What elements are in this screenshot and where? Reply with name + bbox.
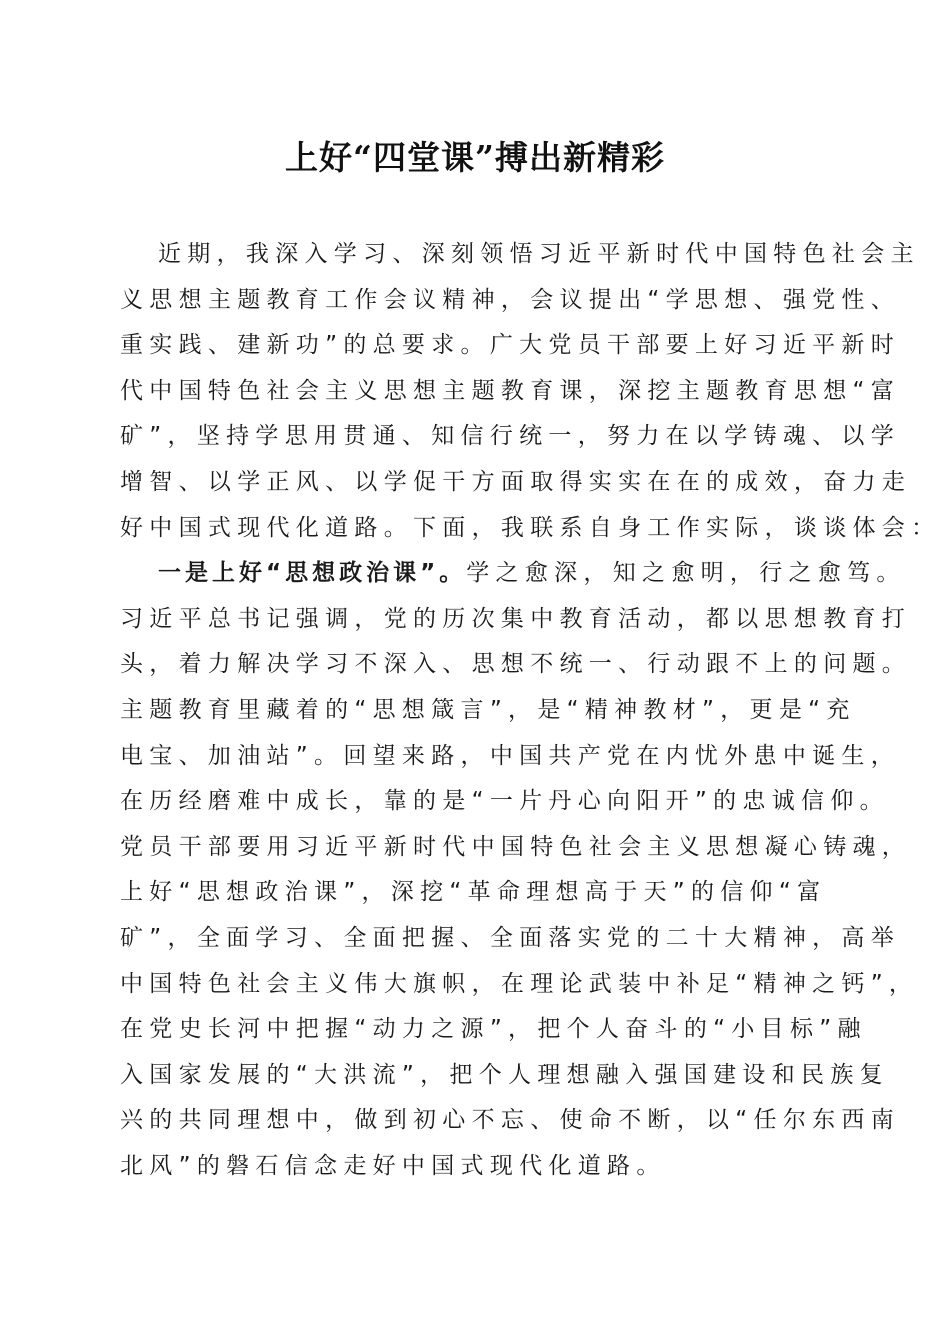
text-line: 在历经磨难中成长，靠的是“一片丹心向阳开”的忠诚信仰。 <box>120 788 889 815</box>
text-line: 主题教育里藏着的“思想箴言”，是“精神教材”，更是“充 <box>120 696 856 723</box>
text-line: 头，着力解决学习不深入、思想不统一、行动跟不上的问题。 <box>120 651 912 678</box>
text-line: 上好“思想政治课”，深挖“革命理想高于天”的信仰“富 <box>120 879 827 906</box>
text-line: 入国家发展的“大洪流”，把个人理想融入强国建设和民族复 <box>120 1061 889 1088</box>
text-line: 义思想主题教育工作会议精神，会议提出“学思想、强党性、 <box>120 286 901 313</box>
text-line <box>120 555 906 601</box>
text-line: 兴的共同理想中，做到初心不忘、使命不断，以“任尔东西南 <box>120 1107 901 1134</box>
text-line: 党员干部要用习近平新时代中国特色社会主义思想凝心铸魂， <box>120 833 912 860</box>
text-line: 近期，我深入学习、深刻领悟习近平新时代中国特色社会主 <box>158 241 920 267</box>
paragraph-section-one <box>120 555 919 1193</box>
text-line: 中国特色社会主义伟大旗帜，在理论武装中补足“精神之钙”， <box>120 970 919 997</box>
text-line: 代中国特色社会主义思想主题教育课，深挖主题教育思想“富 <box>120 377 901 404</box>
text-line: 习近平总书记强调，党的历次集中教育活动，都以思想教育打 <box>120 605 912 632</box>
text-line: 好中国式现代化道路。下面，我联系自身工作实际，谈谈体会： <box>120 514 941 541</box>
text-line: 重实践、建新功”的总要求。广大党员干部要上好习近平新时 <box>120 332 901 359</box>
text-line: 增智、以学正风、以学促干方面取得实实在在的成效，奋力走 <box>120 468 912 495</box>
paragraph-intro <box>120 236 941 555</box>
text-line: 在党史长河中把握“动力之源”，把个人奋斗的“小目标”融 <box>120 1016 867 1043</box>
section-first-line-text: 学之愈深，知之愈明，行之愈笃。 <box>466 560 906 587</box>
text-line: 矿”，坚持学思用贯通、知信行统一，努力在以学铸魂、以学 <box>120 423 901 450</box>
section-heading: 一是上好“思想政治课”。 <box>158 560 467 587</box>
text-line: 矿”，全面学习、全面把握、全面落实党的二十大精神，高举 <box>120 924 901 951</box>
text-line: 北风”的磐石信念走好中国式现代化道路。 <box>120 1152 666 1179</box>
document-title: 上好“四堂课”搏出新精彩 <box>285 138 665 177</box>
text-line: 电宝、加油站”。回望来路，中国共产党在内忧外患中诞生， <box>120 742 901 769</box>
document-body <box>120 236 941 1193</box>
